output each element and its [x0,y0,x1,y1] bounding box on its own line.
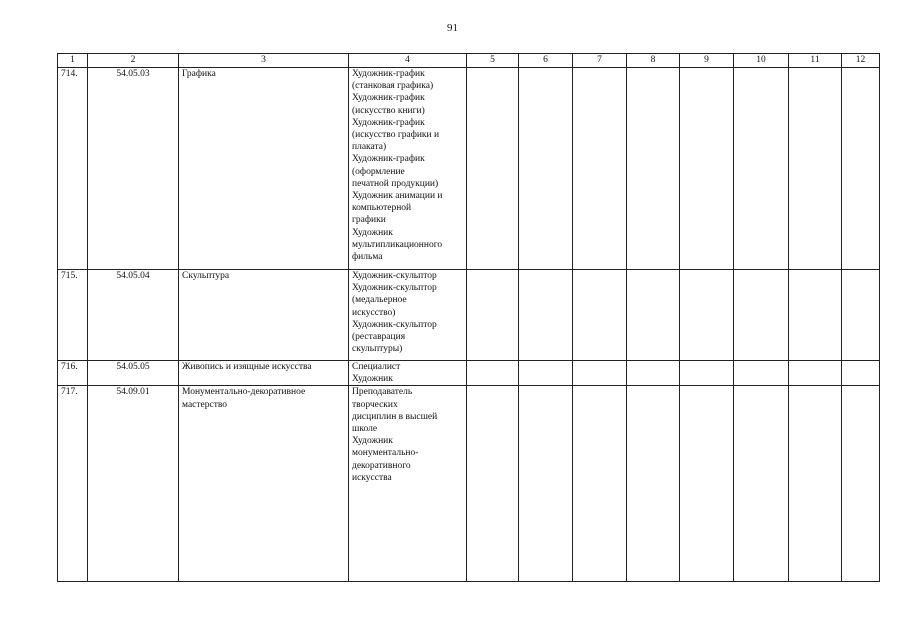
column-header-3: 3 [179,54,349,68]
qualification-line: монументально- [352,448,419,459]
empty-cell-col-12 [842,270,880,361]
qualification-line: школе [352,424,378,435]
empty-cell-col-10 [734,386,789,582]
empty-cell-col-8 [627,386,680,582]
qualification-line: Художник-скульптор [352,319,437,330]
qualification-cell [349,270,467,361]
empty-cell-col-5 [467,361,519,386]
empty-cell-col-7 [573,386,627,582]
table-row [58,361,880,386]
empty-cell-col-9 [680,361,734,386]
qualification-line: печатной продукции) [352,178,439,189]
qualification-line: декоративного [352,460,411,471]
qualification-line: мультипликационного [352,239,443,250]
row-number: 714. [58,68,88,270]
empty-cell-col-9 [680,386,734,582]
qualification-line: графики [352,215,386,226]
table-row [58,386,880,582]
qualification-line: Художник-скульптор [352,271,437,281]
empty-cell-col-6 [519,361,573,386]
qualification-line: Художник [352,374,393,385]
qualification-line: Художник-график [352,69,425,79]
column-header-10: 10 [734,54,789,68]
empty-cell-col-7 [573,68,627,270]
specialty-name: Живопись и изящные искусства [179,361,349,386]
qualification-line: Художник-график [352,117,425,128]
column-header-4: 4 [349,54,467,68]
specialties-table [57,53,880,582]
empty-cell-col-7 [573,361,627,386]
empty-cell-col-12 [842,386,880,582]
qualification-cell [349,68,467,270]
empty-cell-col-9 [680,68,734,270]
header-row [58,54,880,68]
empty-cell-col-11 [789,68,842,270]
specialty-code: 54.05.04 [88,270,179,361]
empty-cell-col-11 [789,361,842,386]
column-header-12: 12 [842,54,880,68]
empty-cell-col-8 [627,270,680,361]
qualification-line: Художник [352,436,393,447]
row-number: 715. [58,270,88,361]
page-number: 91 [447,22,458,34]
qualification-line: Художник анимации и [352,191,443,202]
qualification-line: компьютерной [352,203,412,214]
qualification-line: (оформление [352,166,405,177]
qualification-line: (станковая графика) [352,81,434,92]
empty-cell-col-11 [789,386,842,582]
qualification-line: дисциплин в высшей [352,411,438,422]
specialty-code: 54.05.03 [88,68,179,270]
empty-cell-col-8 [627,361,680,386]
empty-cell-col-6 [519,68,573,270]
qualification-line: искусство) [352,307,396,318]
empty-cell-col-5 [467,68,519,270]
qualification-line: творческих [352,399,398,410]
empty-cell-col-11 [789,270,842,361]
column-header-8: 8 [627,54,680,68]
specialty-name: Графика [179,68,349,270]
qualification-line: плаката) [352,142,387,153]
column-header-6: 6 [519,54,573,68]
column-header-7: 7 [573,54,627,68]
empty-cell-col-9 [680,270,734,361]
specialty-code: 54.09.01 [88,386,179,582]
empty-cell-col-10 [734,68,789,270]
table-row [58,270,880,361]
qualification-line: Художник [352,227,393,238]
table-body [58,68,880,582]
empty-cell-col-8 [627,68,680,270]
qualification-line: (реставрация [352,332,406,343]
empty-cell-col-7 [573,270,627,361]
row-number: 716. [58,361,88,386]
qualification-line: искусства [352,472,392,483]
qualification-line: Специалист [352,362,401,372]
empty-cell-col-5 [467,270,519,361]
column-header-2: 2 [88,54,179,68]
qualification-line: скульптуры) [352,344,403,355]
specialty-name: Монументально-декоративное мастерство [179,386,349,582]
qualification-line: Преподаватель [352,387,413,398]
empty-cell-col-6 [519,270,573,361]
qualification-cell [349,361,467,386]
empty-cell-col-12 [842,361,880,386]
qualification-line: Художник-график [352,154,425,165]
specialty-name: Скульптура [179,270,349,361]
qualification-cell [349,386,467,582]
column-header-9: 9 [680,54,734,68]
qualification-line: Художник-скульптор [352,283,437,294]
qualification-line: (медальерное [352,295,407,306]
empty-cell-col-5 [467,386,519,582]
qualification-line: фильма [352,252,383,263]
specialty-code: 54.05.05 [88,361,179,386]
qualification-line: (искусство книги) [352,105,425,116]
column-header-5: 5 [467,54,519,68]
column-header-11: 11 [789,54,842,68]
row-number: 717. [58,386,88,582]
qualification-line: (искусство графики и [352,130,440,141]
empty-cell-col-12 [842,68,880,270]
qualification-line: Художник-график [352,93,425,104]
column-header-1: 1 [58,54,88,68]
empty-cell-col-10 [734,361,789,386]
empty-cell-col-6 [519,386,573,582]
empty-cell-col-10 [734,270,789,361]
table-row [58,68,880,270]
